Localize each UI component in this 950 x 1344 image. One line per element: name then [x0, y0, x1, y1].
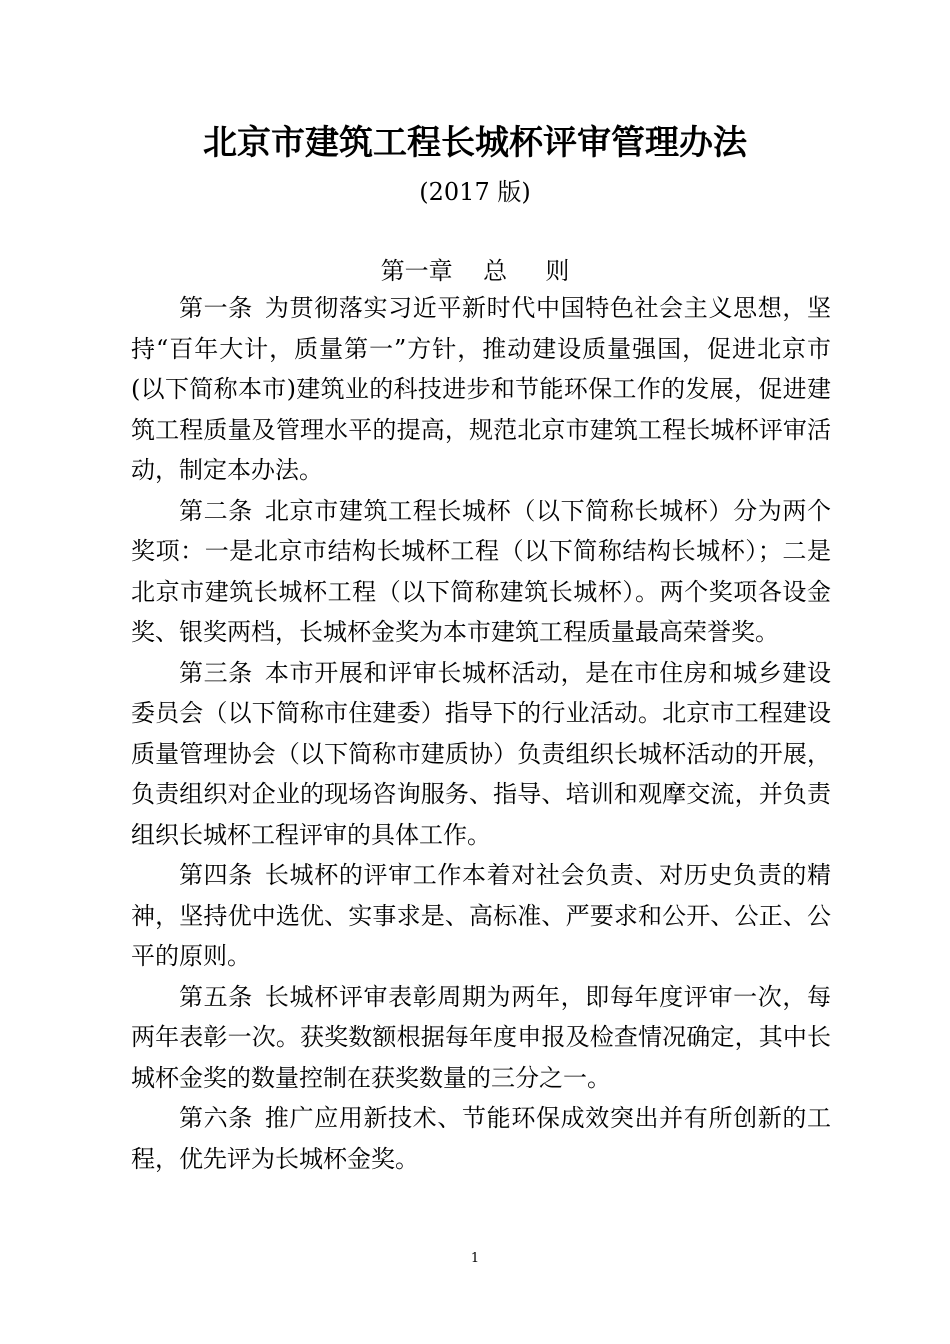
article-label: 第四条	[179, 861, 253, 889]
article-label: 第六条	[179, 1104, 253, 1132]
page-number: 1	[470, 1251, 480, 1266]
document-edition: (2017 版)	[419, 178, 531, 206]
document-title: 北京市建筑工程长城杯评审管理办法	[203, 123, 747, 163]
article-text: 为贯彻落实习近平新时代中国特色社会主义思想，坚持“百年大计，质量第一”方针，推动建设质量强国，促进北京市(以下简称本市)建筑业的科技进步和节能环保工作的发展，促进建筑工程质量及管理水平的提高，规范北京市建筑工程长城杯评审活动，制定本办法。	[131, 294, 832, 484]
article-4	[131, 855, 831, 977]
article-text: 北京市建筑工程长城杯（以下简称长城杯）分为两个奖项：一是北京市结构长城杯工程（以下简称结构长城杯）；二是北京市建筑长城杯工程（以下简称建筑长城杯）。两个奖项各设金奖、银奖两档，长城杯金奖为本市建筑工程质量最高荣誉奖。	[131, 496, 832, 646]
article-5	[131, 977, 831, 1099]
article-label: 第二条	[179, 496, 253, 525]
article-6	[131, 1098, 831, 1179]
article-2	[131, 491, 831, 653]
article-3	[131, 653, 831, 856]
article-text: 本市开展和评审长城杯活动，是在市住房和城乡建设委员会（以下简称市住建委）指导下的行业活动。北京市工程建设质量管理协会（以下简称市建质协）负责组织长城杯活动的开展，负责组织对企业的现场咨询服务、指导、培训和观摩交流，并负责组织长城杯工程评审的具体工作。	[131, 658, 832, 849]
article-1	[131, 288, 831, 491]
article-text: 推广应用新技术、节能环保成效突出并有所创新的工程，优先评为长城杯金奖。	[131, 1104, 832, 1173]
article-text: 长城杯的评审工作本着对社会负责、对历史负责的精神，坚持优中选优、实事求是、高标准、严要求和公开、公正、公平的原则。	[131, 861, 832, 970]
article-label: 第五条	[179, 982, 253, 1011]
article-label: 第三条	[179, 658, 253, 687]
article-label: 第一条	[179, 294, 253, 322]
chapter-heading: 第一章 总 则	[380, 257, 570, 285]
document-body	[131, 288, 831, 1179]
article-text: 长城杯评审表彰周期为两年，即每年度评审一次，每两年表彰一次。获奖数额根据每年度申报及检查情况确定，其中长城杯金奖的数量控制在获奖数量的三分之一。	[131, 982, 832, 1092]
